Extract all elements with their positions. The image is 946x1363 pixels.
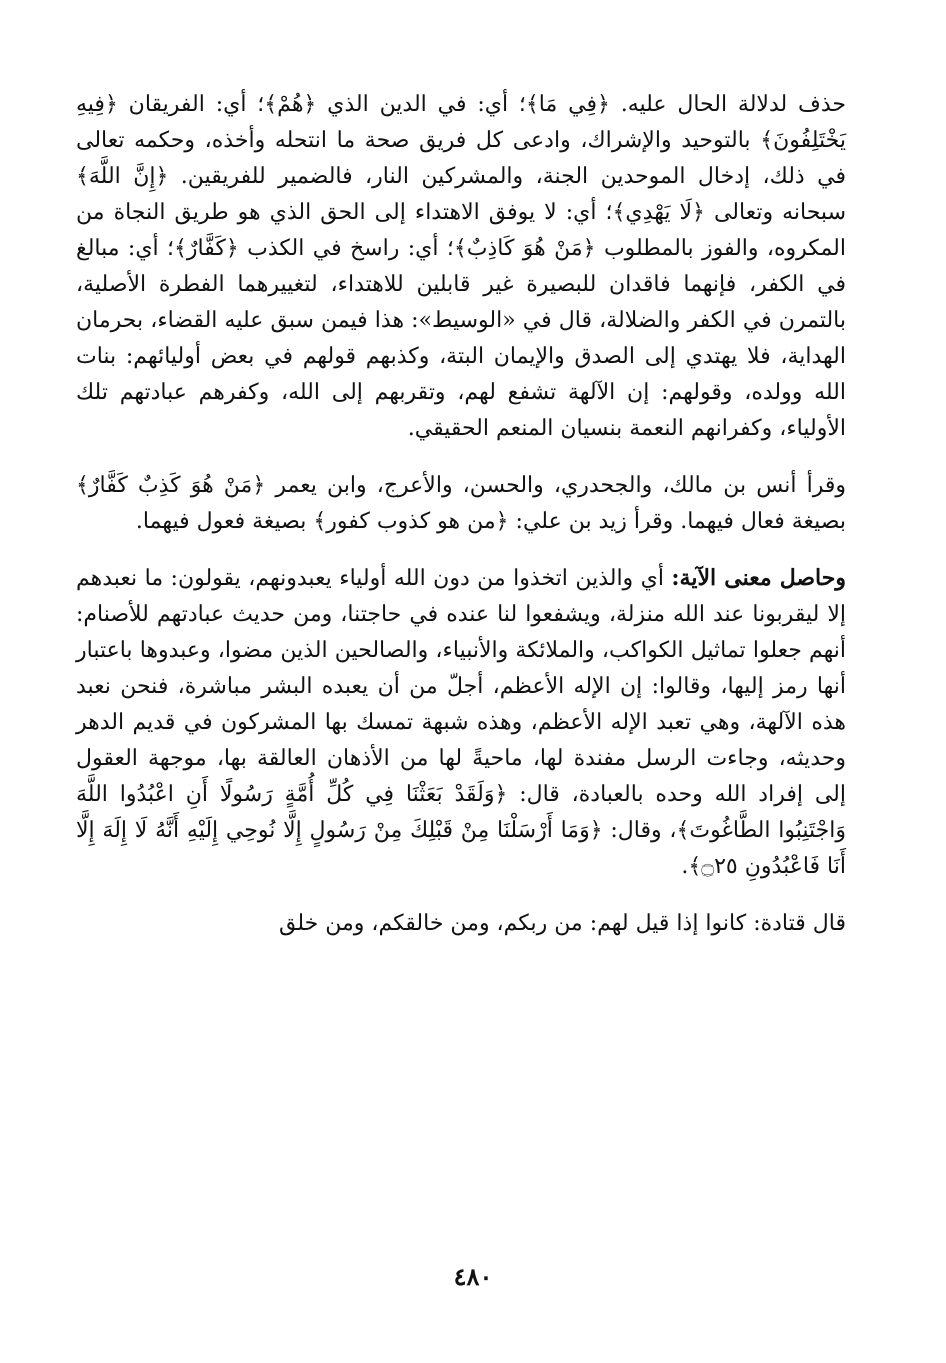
- paragraph-2: [76, 467, 846, 540]
- paragraph-1: [76, 86, 846, 447]
- page-number: ٤٨٠: [453, 1262, 493, 1291]
- paragraph-3: [76, 560, 846, 885]
- paragraph-1-text: حذف لدلالة الحال عليه. ﴿فِي مَا﴾؛ أي: في الدين الذي ﴿هُمْ﴾؛ أي: الفريقان ﴿فِيهِ يَخْتَلِفُونَ﴾ بالتوحيد والإشراك، وادعى كل فريق صحة ما انتحله وأخذه، وحكمه تعالى في ذلك، إدخال الموحدين الجنة، والمشركين النار، فالضمير للفريقين. ﴿إِنَّ اللَّهَ﴾ سبحانه وتعالى ﴿لَا يَهْدِي﴾؛ أي: لا يوفق الاهتداء إلى الحق الذي هو طريق النجاة من المكروه، والفوز بالمطلوب ﴿مَنْ هُوَ كَاذِبٌ﴾؛ أي: راسخ في الكذب ﴿كَفَّارٌ﴾؛ أي: مبالغ في الكفر، فإنهما فاقدان للبصيرة غير قابلين للاهتداء، لتغييرهما الفطرة الأصلية، بالتمرن في الكفر والضلالة، قال في «الوسيط»: هذا فيمن سبق عليه القضاء، بحرمان الهداية، فلا يهتدي إلى الصدق والإيمان البتة، وكذبهم قولهم في بعض أوليائهم: بنات الله وولده، وقولهم: إن الآلهة تشفع لهم، وتقربهم إلى الله، وكفرهم عبادتهم تلك الأولياء، وكفرانهم النعمة بنسيان المنعم الحقيقي.: [76, 92, 846, 441]
- paragraph-4-text: قال قتادة: كانوا إذا قيل لهم: من ربكم، ومن خالقكم، ومن خلق: [279, 911, 846, 936]
- page-body: [76, 86, 846, 942]
- paragraph-3-text: أي والذين اتخذوا من دون الله أولياء يعبدونهم، يقولون: ما نعبدهم إلا ليقربونا عند الله منزلة، ويشفعوا لنا عنده في حاجتنا، ومن حديث عبادتهم للأصنام: أنهم جعلوا تماثيل الكواكب، والملائكة والأنبياء، والصالحين الذين مضوا، وعبدوها باعتبار أنها رمز إليها، وقالوا: إن الإله الأعظم، أجلّ من أن يعبده البشر مباشرة، فنحن نعبد هذه الآلهة، وهي تعبد الإله الأعظم، وهذه شبهة تمسك بها المشركون في قديم الدهر وحديثه، وجاءت الرسل مفندة لها، ماحيةً لها من الأذهان العالقة بها، موجهة العقول إلى إفراد الله وحده بالعبادة، قال: ﴿وَلَقَدْ بَعَثْنَا فِي كُلِّ أُمَّةٍ رَسُولًا أَنِ اعْبُدُوا اللَّهَ وَاجْتَنِبُوا الطَّاغُوتَ﴾، وقال: ﴿وَمَا أَرْسَلْنَا مِنْ قَبْلِكَ مِنْ رَسُولٍ إِلَّا نُوحِي إِلَيْهِ أَنَّهُ لَا إِلَهَ إِلَّا أَنَا فَاعْبُدُونِ ۝٢٥﴾.: [76, 566, 846, 879]
- paragraph-3-lead: وحاصل معنى الآية:: [671, 565, 846, 591]
- paragraph-2-text: وقرأ أنس بن مالك، والجحدري، والحسن، والأعرج، وابن يعمر ﴿مَنْ هُوَ كَذِبٌ كَفَّارٌ﴾ بصيغة فعال فيهما. وقرأ زيد بن علي: ﴿من هو كذوب كفور﴾ بصيغة فعول فيهما.: [76, 473, 846, 534]
- paragraph-4: [76, 905, 846, 942]
